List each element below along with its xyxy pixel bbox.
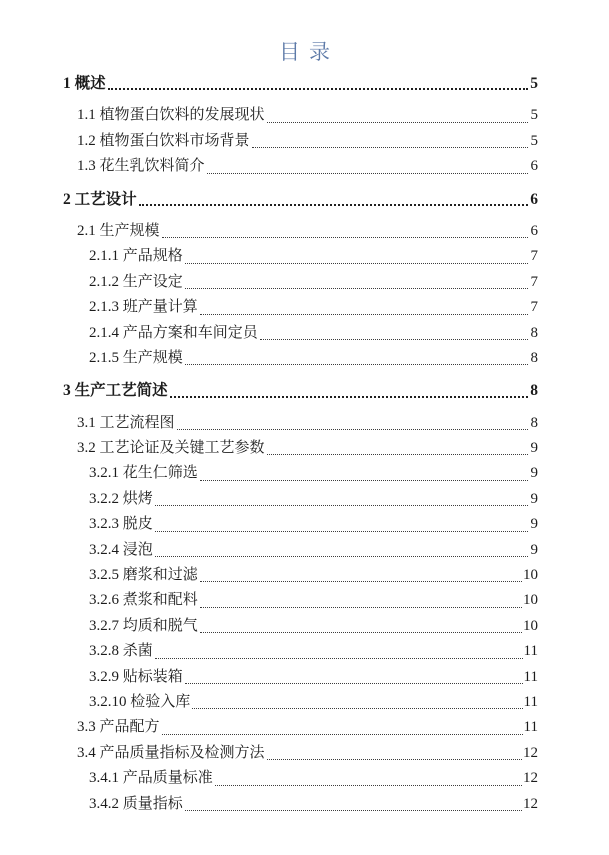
toc-entry-page: 6 [530,158,538,175]
toc-entry[interactable] [63,436,538,461]
toc-entry-label: 2.1 生产规模 [77,222,160,239]
toc-entry[interactable] [63,295,538,320]
toc-entry-label: 3.2.4 浸泡 [89,541,153,558]
toc-entry[interactable] [63,411,538,436]
toc-entry-label: 3 生产工艺简述 [63,382,168,400]
toc-entry-page: 9 [530,465,538,482]
toc-entry-label: 3.4.1 产品质量标准 [89,770,213,787]
toc-entry[interactable] [63,487,538,512]
toc-entry[interactable] [63,741,538,766]
toc-entry[interactable] [63,563,538,588]
toc-entry-label: 3.2.7 均质和脱气 [89,617,198,634]
dotted-leader [192,708,522,709]
toc-entry-page: 10 [523,567,538,584]
toc-entry-page: 5 [530,74,538,92]
toc-entry-label: 2.1.5 生产规模 [89,349,183,366]
toc-entry[interactable] [63,187,538,212]
dotted-leader [185,288,528,289]
toc-entry[interactable] [63,244,538,269]
toc-entry[interactable] [63,219,538,244]
toc-entry[interactable] [63,665,538,690]
toc-entry-label: 3.2.9 贴标装箱 [89,668,183,685]
toc-entry-label: 3.2 工艺论证及关键工艺参数 [77,440,265,457]
dotted-leader [177,429,528,430]
toc-entry-label: 2.1.3 班产量计算 [89,299,198,316]
dotted-leader [200,480,528,481]
toc-entry-page: 9 [530,516,538,533]
toc-entry-label: 2.1.2 生产设定 [89,273,183,290]
toc-entry-label: 1 概述 [63,74,106,92]
dotted-leader [200,632,522,633]
toc-title: 目录 [279,40,339,64]
toc-entry-label: 3.3 产品配方 [77,719,160,736]
dotted-leader [139,204,528,206]
toc-entry-page: 7 [530,248,538,265]
toc-entry-label: 2.1.4 产品方案和车间定员 [89,324,258,341]
dotted-leader [252,147,528,148]
document-page [0,40,609,855]
toc-entry-label: 3.4.2 质量指标 [89,795,183,812]
dotted-leader [108,88,528,90]
toc-entry-page: 10 [523,592,538,609]
dotted-leader [267,759,522,760]
toc-entry-label: 3.2.6 煮浆和配料 [89,592,198,609]
toc-entry-label: 1.2 植物蛋白饮料市场背景 [77,132,250,149]
toc-entry[interactable] [63,461,538,486]
toc-entry-page: 8 [530,324,538,341]
dotted-leader [200,314,528,315]
toc-entry-page: 12 [523,770,538,787]
toc-entry-label: 2 工艺设计 [63,190,137,208]
toc-entry-page: 8 [530,349,538,366]
toc-entry-label: 1.1 植物蛋白饮料的发展现状 [77,107,265,124]
toc-entry[interactable] [63,588,538,613]
toc-entry[interactable] [63,321,538,346]
toc-entry-page: 12 [523,795,538,812]
dotted-leader [162,734,523,735]
toc-entry-label: 3.2.8 杀菌 [89,643,153,660]
toc-entry-label: 3.2.1 花生仁筛选 [89,465,198,482]
toc-entry[interactable] [63,270,538,295]
toc-entry[interactable] [63,512,538,537]
toc-entry[interactable] [63,346,538,371]
toc-entry-page: 8 [530,382,538,400]
dotted-leader [200,607,522,608]
toc-entry-page: 11 [523,643,538,660]
toc-entry[interactable] [63,614,538,639]
dotted-leader [155,556,528,557]
toc-entry[interactable] [63,639,538,664]
toc-entry[interactable] [63,538,538,563]
dotted-leader [260,339,528,340]
toc-entry-label: 3.2.3 脱皮 [89,516,153,533]
toc-entry-label: 3.2.2 烘烤 [89,490,153,507]
toc-entry-page: 11 [523,693,538,710]
toc-entry-page: 7 [530,299,538,316]
toc-entry-page: 9 [530,440,538,457]
toc-entry-page: 11 [523,668,538,685]
dotted-leader [207,173,528,174]
dotted-leader [155,658,523,659]
toc-entry-page: 5 [530,132,538,149]
dotted-leader [155,531,528,532]
toc-entry[interactable] [63,715,538,740]
toc-entry[interactable] [63,378,538,403]
toc-entry[interactable] [63,103,538,128]
dotted-leader [215,785,522,786]
toc-entry-label: 3.1 工艺流程图 [77,414,175,431]
dotted-leader [185,810,522,811]
toc-entry-page: 11 [523,719,538,736]
toc-entry-page: 6 [530,190,538,208]
toc-entry-page: 10 [523,617,538,634]
toc-list [63,71,538,817]
toc-entry-label: 3.2.5 磨浆和过滤 [89,567,198,584]
toc-entry-page: 7 [530,273,538,290]
toc-entry-label: 1.3 花生乳饮料简介 [77,158,205,175]
toc-entry[interactable] [63,154,538,179]
dotted-leader [185,263,528,264]
dotted-leader [267,122,528,123]
toc-entry-page: 9 [530,490,538,507]
dotted-leader [267,454,528,455]
dotted-leader [170,396,528,398]
toc-entry-page: 9 [530,541,538,558]
toc-entry[interactable] [63,690,538,715]
toc-entry-page: 12 [523,744,538,761]
dotted-leader [162,237,528,238]
toc-entry-page: 8 [530,414,538,431]
dotted-leader [200,581,522,582]
toc-entry[interactable] [63,129,538,154]
toc-entry-label: 2.1.1 产品规格 [89,248,183,265]
toc-entry-label: 3.2.10 检验入库 [89,693,191,710]
toc-entry[interactable] [63,766,538,791]
toc-entry[interactable] [63,792,538,817]
dotted-leader [155,505,528,506]
toc-entry-page: 5 [530,107,538,124]
dotted-leader [185,683,523,684]
toc-entry-label: 3.4 产品质量指标及检测方法 [77,744,265,761]
toc-entry[interactable] [63,71,538,96]
dotted-leader [185,364,528,365]
toc-entry-page: 6 [530,222,538,239]
